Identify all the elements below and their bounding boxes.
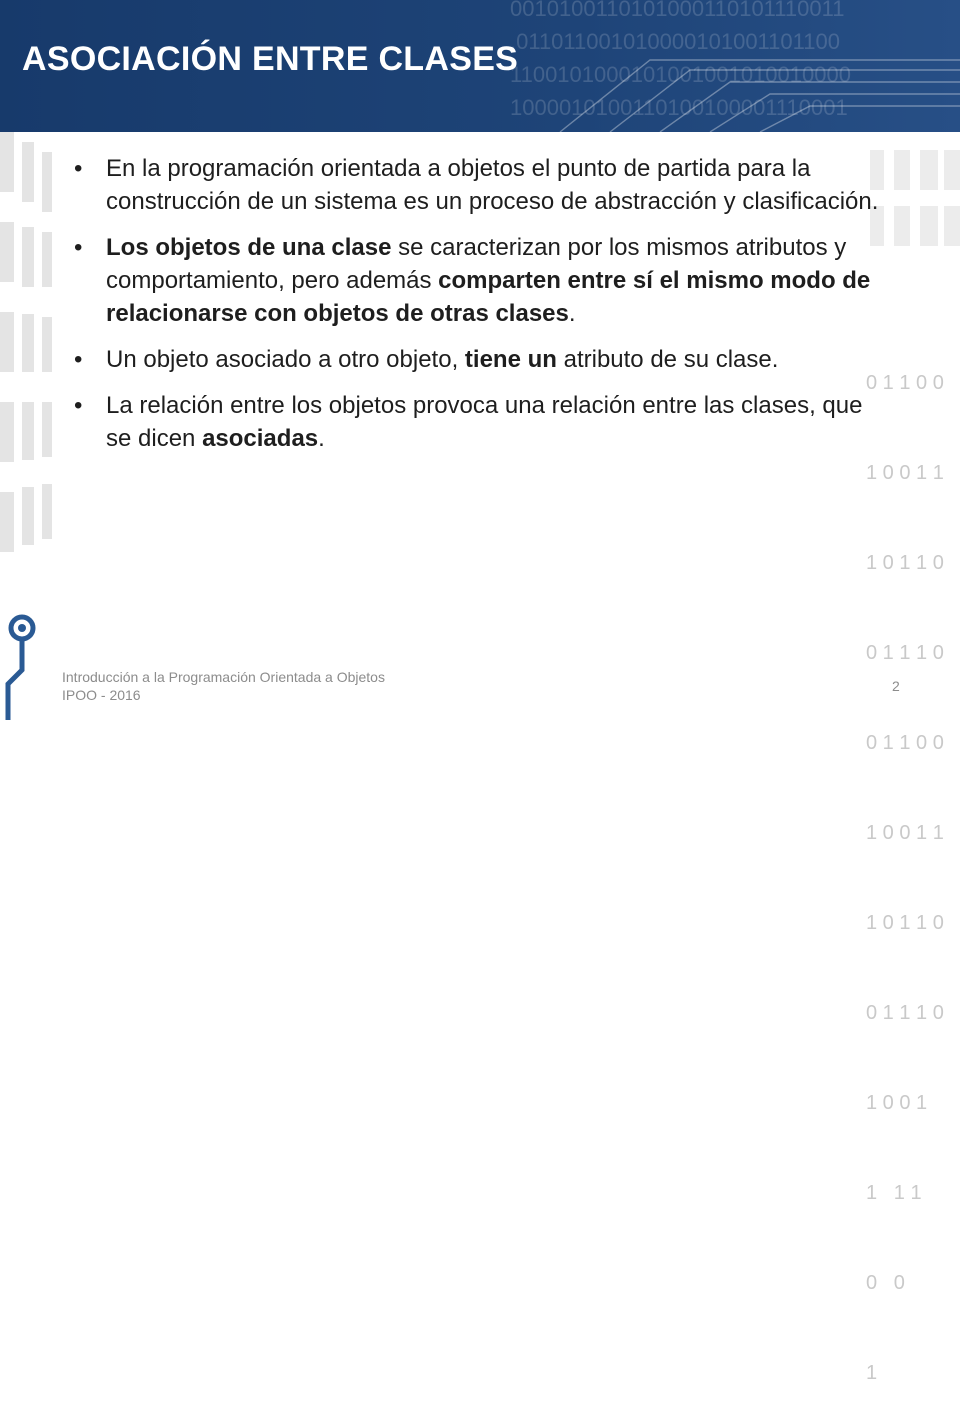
bullet-item bbox=[62, 389, 892, 455]
page-number: 2 bbox=[892, 678, 900, 694]
binary-row: 0010100110101000110101110011 bbox=[510, 0, 845, 21]
bullet-text: . bbox=[568, 300, 576, 327]
bullet-text: En la programación orientada a objetos el punto de partida para la construcción de un sistema es un proceso de abstracción y clasificación. bbox=[106, 155, 879, 215]
bullet-text-bold: tiene un bbox=[464, 346, 557, 373]
header-circuit-lines-icon bbox=[500, 0, 960, 132]
digit-row: 0 1 1 0 0 bbox=[866, 372, 944, 394]
digit-row: 0 1 1 1 0 bbox=[866, 1002, 944, 1024]
footer bbox=[62, 668, 385, 704]
page-title: ASOCIACIÓN ENTRE CLASES bbox=[22, 40, 519, 78]
binary-row: 1000010100110100100001110001 bbox=[510, 95, 848, 120]
digit-row: 1 0 0 1 bbox=[866, 1092, 928, 1114]
binary-digits-decoration bbox=[866, 308, 960, 1418]
bullet-text: atributo de su clase. bbox=[556, 346, 779, 373]
bullet-text: Un objeto asociado a otro objeto, bbox=[106, 346, 465, 373]
digit-row: 0 1 1 1 0 bbox=[866, 642, 944, 664]
digit-row: 1 1 1 bbox=[866, 1182, 922, 1204]
digit-row: 1 0 0 1 1 bbox=[866, 822, 944, 844]
binary-row: .011011001010000101001101100 bbox=[510, 29, 840, 54]
bullet-text-bold: comparten entre sí el mismo modo de relacionarse con objetos de otras clases bbox=[106, 267, 871, 327]
bullet-text: . bbox=[318, 425, 325, 452]
bullet-text: La relación entre los objetos provoca una relación entre las clases, que se dicen bbox=[106, 392, 863, 452]
bullet-text-bold: Los objetos de una clase bbox=[106, 234, 392, 261]
title-banner bbox=[0, 0, 960, 132]
digit-row: 1 0 1 1 0 bbox=[866, 552, 944, 574]
binary-row: 1100101000101001001010010000 bbox=[510, 62, 851, 87]
footer-year: IPOO - 2016 bbox=[62, 687, 141, 703]
circuit-trace-icon bbox=[0, 600, 60, 720]
bullet-text-bold: asociadas bbox=[202, 425, 319, 452]
footer-course: Introducción a la Programación Orientada a Objetos bbox=[62, 669, 385, 685]
bullet-item bbox=[62, 343, 892, 376]
bullet-item bbox=[62, 152, 892, 218]
digit-row: 0 0 bbox=[866, 1272, 905, 1294]
digit-row: 0 1 1 0 0 bbox=[866, 732, 944, 754]
digit-row: 1 0 0 1 1 bbox=[866, 462, 944, 484]
bullet-item bbox=[62, 231, 892, 330]
bullet-text: se caracterizan por los mismos atributos y comportamiento, pero además bbox=[106, 234, 847, 294]
perspective-grid-decoration bbox=[0, 132, 70, 602]
bullet-list bbox=[62, 152, 892, 468]
digit-row: 1 bbox=[866, 1362, 878, 1384]
digit-row: 1 0 1 1 0 bbox=[866, 912, 944, 934]
